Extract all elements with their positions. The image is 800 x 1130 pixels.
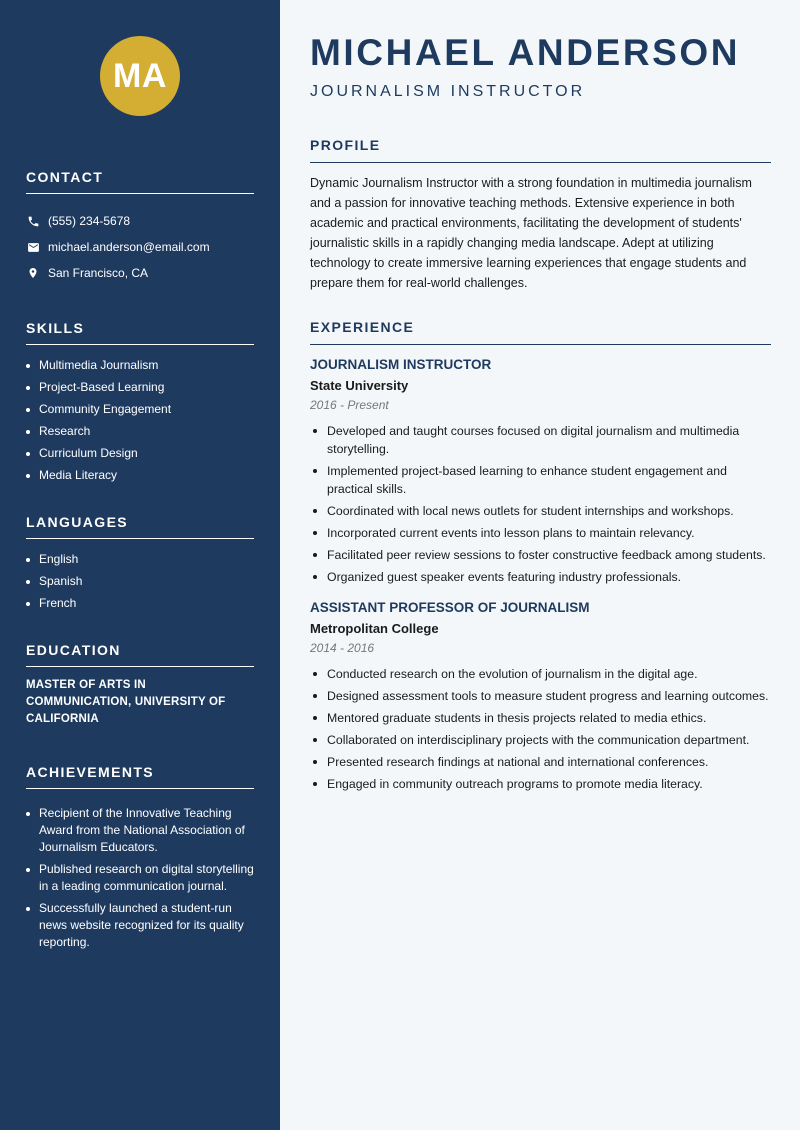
contact-location [26,260,254,286]
job-entry [310,357,771,586]
sidebar [0,0,280,1130]
languages-section [26,514,254,612]
languages-heading: LANGUAGES [26,514,254,539]
contact-phone-text: (555) 234-5678 [48,214,131,228]
list-item: Mentored graduate students in thesis projects related to media ethics. [310,709,771,727]
location-icon [26,266,40,280]
job-title: ASSISTANT PROFESSOR OF JOURNALISM [310,600,590,615]
contact-location-text: San Francisco, CA [48,266,149,280]
job-organization: State University [310,378,409,393]
person-title: JOURNALISM INSTRUCTOR [310,83,586,100]
list-item: Project-Based Learning [26,379,254,396]
achievements-heading: ACHIEVEMENTS [26,764,254,789]
phone-icon [26,214,40,228]
list-item: Research [26,423,254,440]
languages-list [26,551,254,612]
contact-email-text: michael.anderson@email.com [48,240,210,254]
list-item: English [26,551,254,568]
list-item: French [26,595,254,612]
list-item: Community Engagement [26,401,254,418]
skills-section [26,320,254,484]
list-item: Coordinated with local news outlets for student internships and workshops. [310,502,771,520]
experience-heading: EXPERIENCE [310,319,771,345]
contact-heading: CONTACT [26,169,254,194]
list-item: Developed and taught courses focused on digital journalism and multimedia storytelling. [310,422,771,458]
job-dates: 2014 - 2016 [310,641,375,655]
list-item: Media Literacy [26,467,254,484]
job-bullets [310,665,771,793]
list-item: Multimedia Journalism [26,357,254,374]
list-item: Presented research findings at national and international conferences. [310,753,771,771]
job-bullets [310,422,771,586]
profile-text: Dynamic Journalism Instructor with a strong foundation in multimedia journalism and a passion for innovative teaching methods. Extensive experience in both academic and practical environments, facilitating the development of students' journalistic skills in a rapidly changing media landscape. Adept at utilizing technology to create immersive learning experiences that engage students and prepare them for real-world challenges. [310,176,752,290]
job-organization: Metropolitan College [310,621,439,636]
list-item: Organized guest speaker events featuring industry professionals. [310,568,771,586]
list-item: Engaged in community outreach programs to promote media literacy. [310,775,771,793]
job-dates: 2016 - Present [310,398,389,412]
list-item: Collaborated on interdisciplinary projects with the communication department. [310,731,771,749]
skills-list [26,357,254,484]
list-item: Conducted research on the evolution of journalism in the digital age. [310,665,771,683]
achievements-section [26,764,254,951]
list-item: Recipient of the Innovative Teaching Award from the National Association of Journalism Educators. [26,805,254,856]
list-item: Spanish [26,573,254,590]
job-title: JOURNALISM INSTRUCTOR [310,357,492,372]
email-icon [26,240,40,254]
contact-email [26,234,254,260]
education-section [26,642,254,728]
list-item: Implemented project-based learning to enhance student engagement and practical skills. [310,462,771,498]
list-item: Curriculum Design [26,445,254,462]
person-name: MICHAEL ANDERSON [310,32,741,73]
list-item: Designed assessment tools to measure student progress and learning outcomes. [310,687,771,705]
list-item: Facilitated peer review sessions to foster constructive feedback among students. [310,546,771,564]
achievements-list [26,805,254,951]
list-item: Successfully launched a student-run news website recognized for its quality reporting. [26,900,254,951]
contact-section [26,169,254,286]
contact-list [26,208,254,286]
contact-phone [26,208,254,234]
avatar-initials: MA [113,56,167,95]
profile-heading: PROFILE [310,137,771,163]
list-item: Published research on digital storytelling in a leading communication journal. [26,861,254,895]
job-entry [310,600,771,793]
avatar [100,36,180,116]
list-item: Incorporated current events into lesson plans to maintain relevancy. [310,524,771,542]
education-degree: MASTER OF ARTS IN COMMUNICATION, UNIVERSITY OF CALIFORNIA [26,679,226,725]
skills-heading: SKILLS [26,320,254,345]
main-content [280,0,800,1130]
education-heading: EDUCATION [26,642,254,667]
